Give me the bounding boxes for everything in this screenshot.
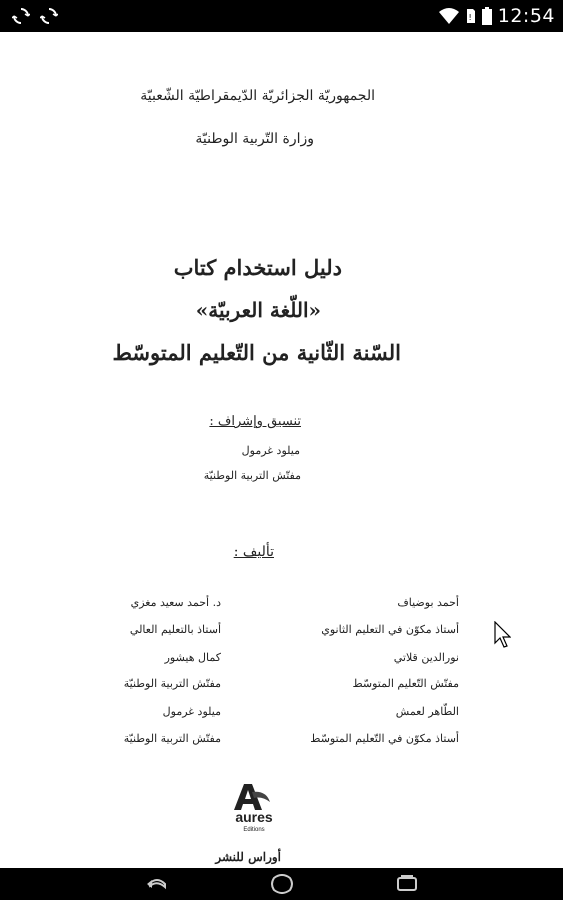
status-left-icons — [12, 7, 58, 25]
sync-icon — [12, 7, 30, 25]
publisher-name: أوراس للنشر — [215, 850, 281, 864]
header-republic: الجمهوريّة الجزائريّة الدّيمقراطيّة الشّعبيّة — [140, 88, 375, 104]
coordination-heading: تنسيق وإشراف : — [209, 414, 301, 429]
author-line: كمال هيشور — [164, 651, 221, 664]
status-bar — [0, 0, 563, 32]
coordinator-name: ميلود غرمول — [241, 444, 300, 457]
author-line: د. أحمد سعيد مغزي — [130, 596, 221, 609]
status-right-area — [438, 4, 555, 28]
header-ministry: وزارة التّربية الوطنيّة — [195, 131, 314, 147]
title-line-2: «اللّغة العربيّة» — [195, 298, 321, 322]
author-line: نورالدين قلاتي — [393, 651, 459, 664]
author-line: أستاذ مكوّن في التّعليم المتوسّط — [310, 732, 459, 745]
logo-subtext: Editions — [243, 827, 265, 833]
sim-icon — [466, 8, 476, 24]
mouse-cursor-icon — [493, 621, 511, 649]
title-line-3: السّنة الثّانية من التّعليم المتوسّط — [112, 340, 401, 365]
coordinator-role: مفتّش التربية الوطنيّة — [203, 469, 301, 482]
document-page[interactable] — [0, 32, 563, 868]
author-line: أستاذ بالتعليم العالي — [129, 623, 221, 636]
author-line: مفتّش التربية الوطنيّة — [123, 732, 221, 745]
svg-text:!: ! — [468, 13, 472, 22]
authors-heading: تأليف : — [233, 544, 274, 560]
author-line: ميلود غرمول — [162, 705, 221, 718]
logo-text: aures — [235, 809, 273, 825]
author-line: مفتّش التربية الوطنيّة — [123, 677, 221, 690]
nav-bar — [0, 868, 563, 900]
publisher-logo — [222, 782, 286, 834]
author-line: أحمد بوضياف — [397, 596, 459, 609]
home-icon[interactable] — [268, 874, 296, 894]
author-line: أستاذ مكوّن في التعليم الثانوي — [321, 623, 459, 636]
sync-icon — [40, 7, 58, 25]
author-line: الطّاهر لعمش — [395, 705, 459, 718]
status-time: 12:54 — [497, 5, 555, 27]
wifi-icon — [438, 7, 460, 25]
title-line-1: دليل استخدام كتاب — [173, 255, 342, 280]
recent-apps-icon[interactable] — [393, 874, 421, 894]
back-icon[interactable] — [143, 874, 171, 894]
author-line: مفتّش التّعليم المتوسّط — [352, 677, 459, 690]
battery-icon — [482, 7, 492, 25]
